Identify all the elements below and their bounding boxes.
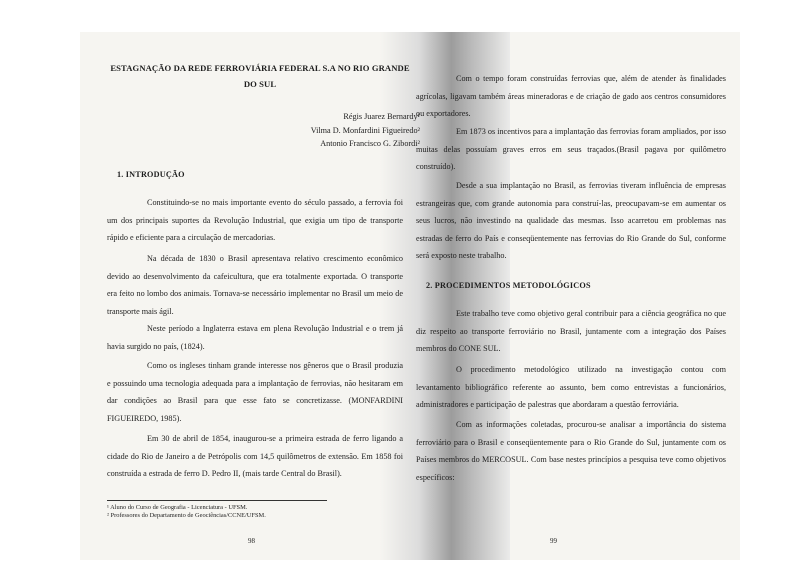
author-list (270, 110, 420, 151)
author-name: Antonio Francisco G. Zibordi² (320, 139, 420, 148)
paragraph: Na década de 1830 o Brasil apresentava relativo crescimento econômico devido ao desenvolvimento da cafeicultura, que era totalmente exportada. O transporte era feito no lombo dos animais. Tornava-se necessário implementar no Brasil um meio de transporte mais ágil. (107, 254, 403, 316)
author-name: Vilma D. Monfardini Figueiredo² (310, 125, 420, 135)
paragraph: Neste período a Inglaterra estava em plena Revolução Industrial e o trem já havia surgido no país, (1824). (107, 324, 403, 351)
page-number: 98 (248, 537, 255, 545)
paragraph: Em 30 de abril de 1854, inaugurou-se a primeira estrada de ferro ligando a cidade do Rio de Janeiro a de Petrópolis com 14,5 quilômetros de extensão. Em 1858 foi construída a estrada de ferro D. Pedro II, (mais tarde Central do Brasil). (107, 434, 403, 478)
right-page (410, 32, 740, 560)
page-number: 99 (550, 537, 557, 545)
paragraph: O procedimento metodológico utilizado na investigação contou com levantamento bibliográfico referente ao assunto, bem como entrevistas a funcionários, administradores e participação de palestras que abordaram a questão ferroviária. (416, 365, 726, 409)
paragraph: Este trabalho teve como objetivo geral contribuir para a ciência geográfica no que diz respeito ao transporte ferroviário no Brasil, juntamente com a integração dos Países membros do CONE SUL. (416, 309, 726, 353)
paragraph: Constituindo-se no mais importante evento do século passado, a ferrovia foi um dos principais suportes da Revolução Industrial, que exigia um tipo de transporte rápido e eficiente para a circulação de mercadorias. (107, 198, 403, 242)
paragraph: Com as informações coletadas, procurou-se analisar a importância do sistema ferroviário para o Brasil e conseqüentemente para o Rio Grande do Sul, juntamente com os Países membros do MERCOSUL. Com base nestes princípios a pesquisa teve como objetivos específicos: (416, 420, 726, 482)
section-heading-procedimentos: 2. PROCEDIMENTOS METODOLÓGICOS (426, 281, 591, 290)
footnotes (107, 500, 327, 520)
footnote: ² Professores do Departamento de Geociências/CCNE/UFSM. (107, 512, 266, 519)
left-page (80, 32, 420, 560)
footnote: ¹ Aluno do Curso de Geografia - Licenciatura - UFSM. (107, 504, 248, 511)
section-heading-introducao: 1. INTRODUÇÃO (117, 170, 185, 179)
paragraph: Com o tempo foram construídas ferrovias que, além de atender às finalidades agrícolas, ligavam também áreas mineradoras e de criação de gado aos centros consumidores ou exportadores. (416, 74, 726, 118)
paragraph: Como os ingleses tinham grande interesse nos gêneros que o Brasil produzia e possuindo uma tecnologia adequada para a implantação de ferrovias, não hesitaram em dar condições ao Brasil para que esse fato se concretizasse. (MONFARDINI FIGUEIREDO, 1985). (107, 361, 403, 423)
author-name: Régis Juarez Bernardy¹ (343, 112, 420, 121)
paragraph: Desde a sua implantação no Brasil, as ferrovias tiveram influência de empresas estrangeiras que, com grande autonomia para construí-las, preocupavam-se em aumentar os seus lucros, não investindo na qualidade das mesmas. Isso acarretou em problemas nas estradas de ferro do País e conseqüentemente nas ferrovias do Rio Grande do Sul, conforme será exposto neste trabalho. (416, 181, 726, 260)
article-title: ESTAGNAÇÃO DA REDE FERROVIÁRIA FEDERAL S.A NO RIO GRANDE DO SUL (110, 63, 410, 89)
paragraph: Em 1873 os incentivos para a implantação das ferrovias foram ampliados, por isso muitas delas possuíam graves erros em seus traçados.(Brasil pagava por quilômetro construído). (416, 127, 726, 171)
book-spread (80, 32, 740, 560)
